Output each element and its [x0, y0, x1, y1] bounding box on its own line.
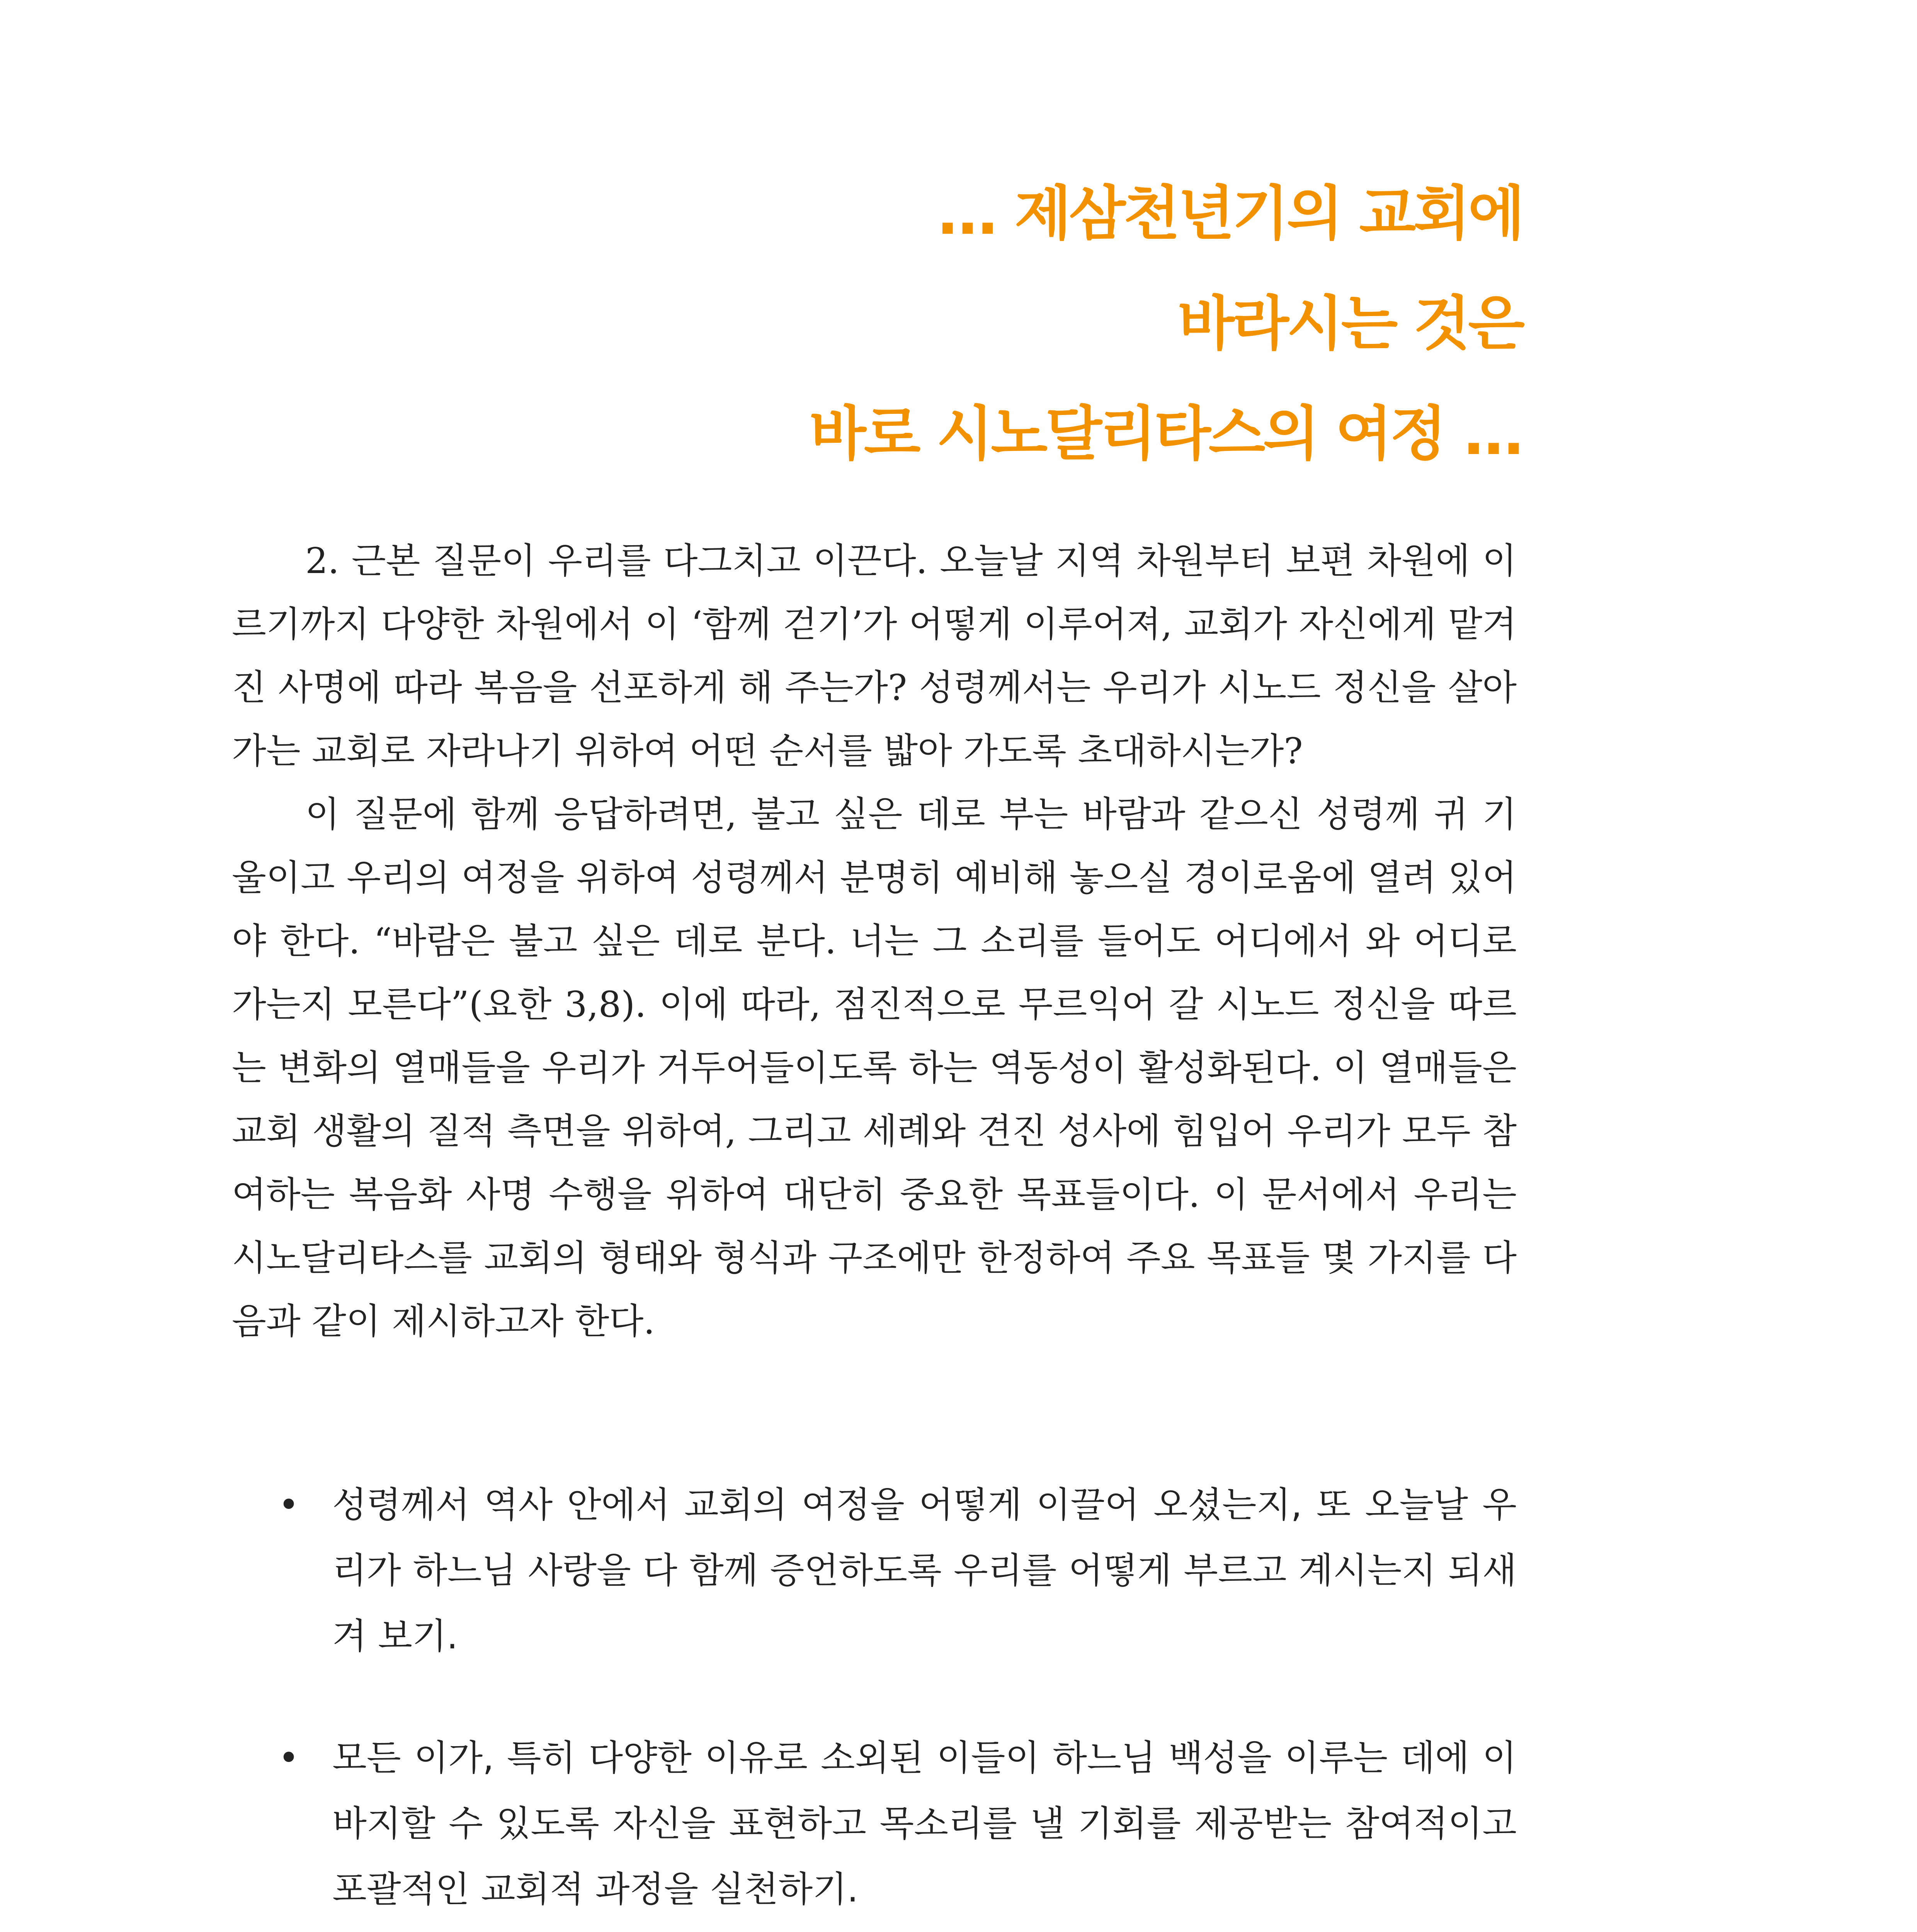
bullet-marker: •	[278, 1484, 299, 1526]
list-item	[278, 1725, 1517, 1922]
title-line-3: 바로 시노달리타스의 여정 ...	[809, 400, 1522, 468]
goals-list	[278, 1472, 1517, 1932]
list-item	[278, 1472, 1517, 1669]
paragraph-2: 2. 근본 질문이 우리를 다그치고 이끈다. 오늘날 지역 차원부터 보편 차원에 이르기까지 다양한 차원에서 이 ‘함께 걷기’가 어떻게 이루어져, 교회가 자신에게 맡겨진 사명에 따라 복음을 선포하게 해 주는가? 성령께서는 우리가 시노드 정신을 살아가는 교회로 자라나기 위하여 어떤 순서를 밟아 가도록 초대하시는가?	[232, 540, 1517, 772]
body-text	[232, 529, 1517, 1353]
page-title	[657, 158, 1522, 489]
paragraph-2-continued: 이 질문에 함께 응답하려면, 불고 싶은 데로 부는 바람과 같으신 성령께 귀 기울이고 우리의 여정을 위하여 성령께서 분명히 예비해 놓으실 경이로움에 열려 있어야 한다. “바람은 불고 싶은 데로 분다. 너는 그 소리를 들어도 어디에서 와 어디로 가는지 모른다”(요한 3,8). 이에 따라, 점진적으로 무르익어 갈 시노드 정신을 따르는 변화의 열매들을 우리가 거두어들이도록 하는 역동성이 활성화된다. 이 열매들은 교회 생활의 질적 측면을 위하여, 그리고 세례와 견진 성사에 힘입어 우리가 모두 참여하는 복음화 사명 수행을 위하여 대단히 중요한 목표들이다. 이 문서에서 우리는 시노달리타스를 교회의 형태와 형식과 구조에만 한정하여 주요 목표들 몇 가지를 다음과 같이 제시하고자 한다.	[232, 794, 1517, 1342]
bullet-marker: •	[278, 1737, 299, 1779]
list-item-text: 성령께서 역사 안에서 교회의 여정을 어떻게 이끌어 오셨는지, 또 오늘날 우리가 하느님 사랑을 다 함께 증언하도록 우리를 어떻게 부르고 계시는지 되새겨 보기.	[332, 1484, 1517, 1657]
list-item-text: 모든 이가, 특히 다양한 이유로 소외된 이들이 하느님 백성을 이루는 데에 이바지할 수 있도록 자신을 표현하고 목소리를 낼 기회를 제공받는 참여적이고 포괄적인 교회적 과정을 실천하기.	[332, 1737, 1517, 1910]
title-line-2: 바라시는 것은	[1178, 289, 1522, 358]
title-line-1: ... 제삼천년기의 교회에	[936, 179, 1522, 248]
